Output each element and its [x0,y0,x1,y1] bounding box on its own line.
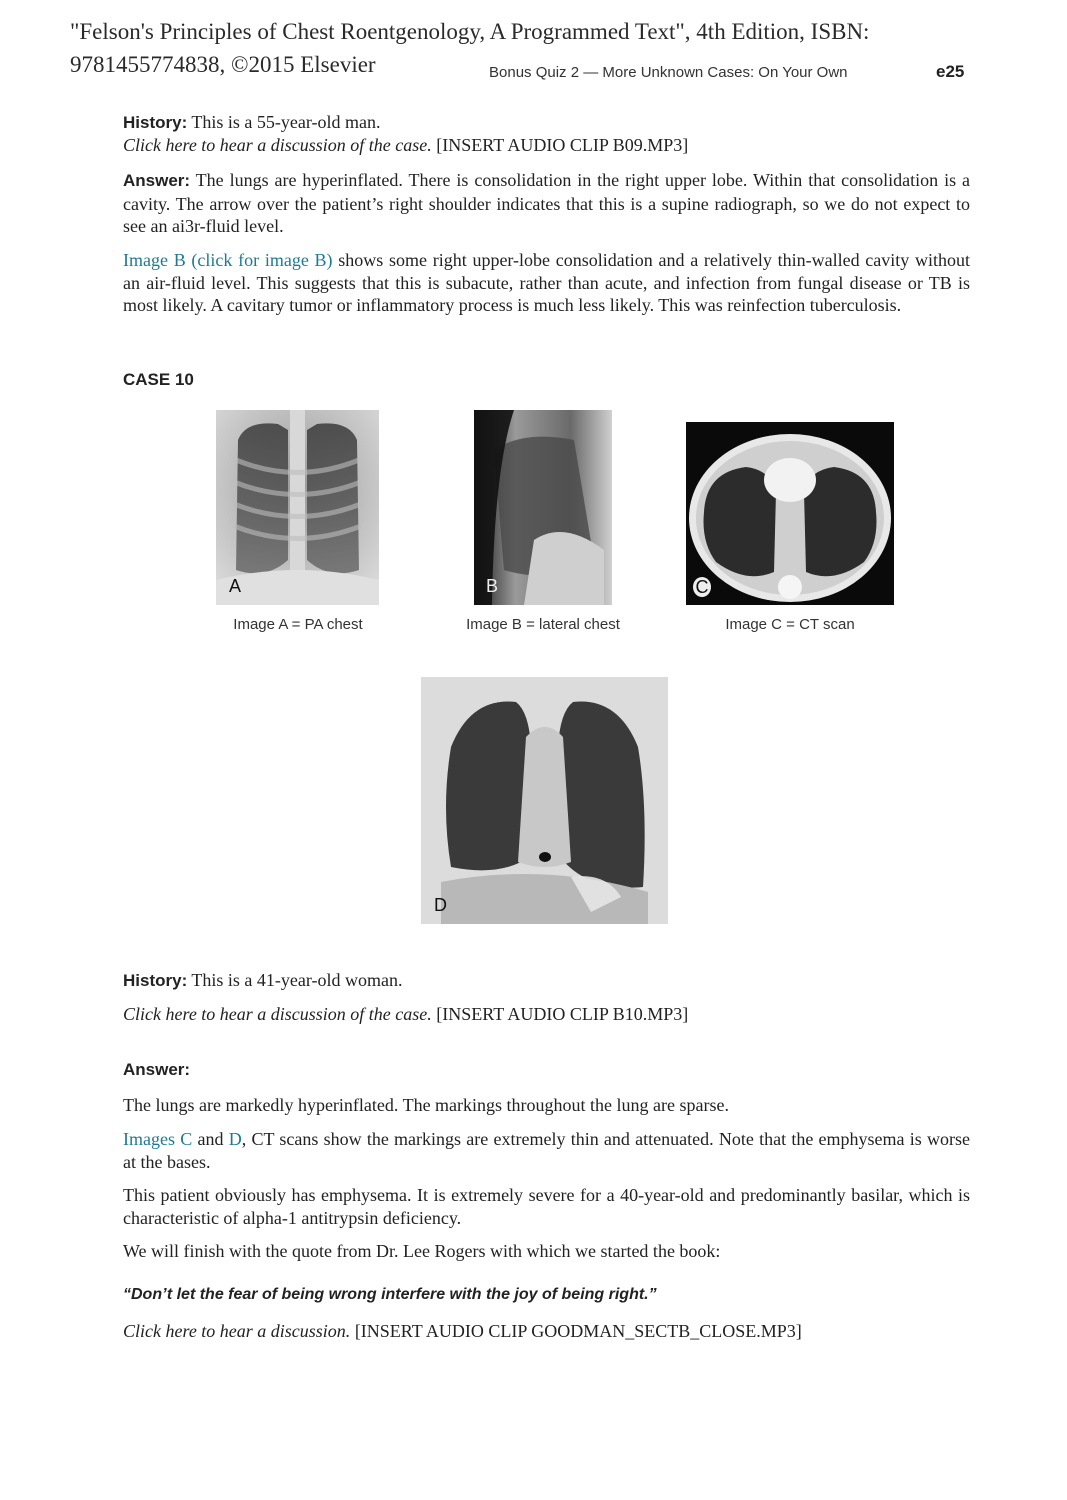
case10-answer-p4: We will finish with the quote from Dr. Lee Rogers with which we started the book: [123,1241,721,1261]
caption-figure-c: Image C = CT scan [725,616,855,633]
case-10-heading: CASE 10 [123,370,194,389]
answer-p2-text: , CT scans show the markings are extremely thin and attenuated. Note that the emphysema is worse at the bases. [123,1129,970,1172]
case10-answer-p2 [123,1128,970,1173]
case10-history [123,969,970,993]
figure-letter-b: B [486,576,499,596]
audio-clip-placeholder: [INSERT AUDIO CLIP B10.MP3] [431,1004,689,1024]
images-d-link[interactable]: D [228,1129,242,1149]
case9-history [123,111,970,135]
figure-a-pa-chest [216,410,379,605]
audio-clip-placeholder: [INSERT AUDIO CLIP B09.MP3] [431,135,689,155]
caption-figure-a: Image A = PA chest [233,616,363,633]
discussion-link[interactable]: Click here to hear a discussion of the case. [123,135,432,155]
figure-letter-d: D [434,895,447,915]
citation-line-1: "Felson's Principles of Chest Roentgenology, A Programmed Text", 4th Edition, ISBN: [70,19,870,44]
images-c-link[interactable]: Images C [123,1129,193,1149]
running-head: Bonus Quiz 2 — More Unknown Cases: On Your Own [489,64,848,81]
case10-answer-p3: This patient obviously has emphysema. It is extremely severe for a 40-year-old and predominantly basilar, which is characteristic of alpha-1 antitrypsin deficiency. [123,1185,970,1228]
answer-label: Answer: [123,1060,191,1079]
caption-figure-b: Image B = lateral chest [466,616,620,633]
discussion-link[interactable]: Click here to hear a discussion of the case. [123,1004,432,1024]
closing-discussion-link[interactable]: Click here to hear a discussion. [123,1321,351,1341]
citation-line-2: 9781455774838, ©2015 Elsevier [70,52,376,77]
case10-answer-p1: The lungs are markedly hyperinflated. The markings throughout the lung are sparse. [123,1095,729,1115]
rogers-quote: “Don’t let the fear of being wrong interfere with the joy of being right.” [123,1286,657,1303]
case9-discussion [123,134,970,157]
closing-discussion [123,1320,970,1343]
figure-letter-c: C [693,577,711,597]
closing-audio-clip: [INSERT AUDIO CLIP GOODMAN_SECTB_CLOSE.MP3] [350,1321,802,1341]
history-text: This is a 55-year-old man. [187,112,381,132]
history-label: History: [123,113,188,132]
figure-b-lateral-chest [474,410,612,605]
case9-image-b-paragraph [123,249,970,317]
figure-c-ct-scan [686,422,894,605]
answer-label: Answer: [123,171,191,190]
image-b-link[interactable]: Image B (click for image B) [123,250,333,270]
and-word: and [192,1129,229,1149]
answer-text: The lungs are hyperinflated. There is consolidation in the right upper lobe. Within that consolidation is a cavity. The arrow over the patient’s right shoulder indicates that this is a supine radiograph, so we do not expect to see an ai3r-fluid level. [123,170,970,236]
case10-discussion [123,1003,970,1026]
figure-d-coronal-ct [421,677,668,924]
page-number: e25 [936,62,965,81]
image-b-text: shows some right upper-lobe consolidation and a relatively thin-walled cavity without an air-fluid level. This suggests that this is subacute, rather than acute, and infection from fungal disease or TB is most likely. A cavitary tumor or inflammatory process is much less likely. This was reinfection tuberculosis. [123,250,970,315]
case9-answer [123,169,970,238]
case10-answer-label [123,1058,970,1082]
history-text: This is a 41-year-old woman. [187,970,403,990]
history-label: History: [123,971,188,990]
figure-letter-a: A [229,576,242,596]
